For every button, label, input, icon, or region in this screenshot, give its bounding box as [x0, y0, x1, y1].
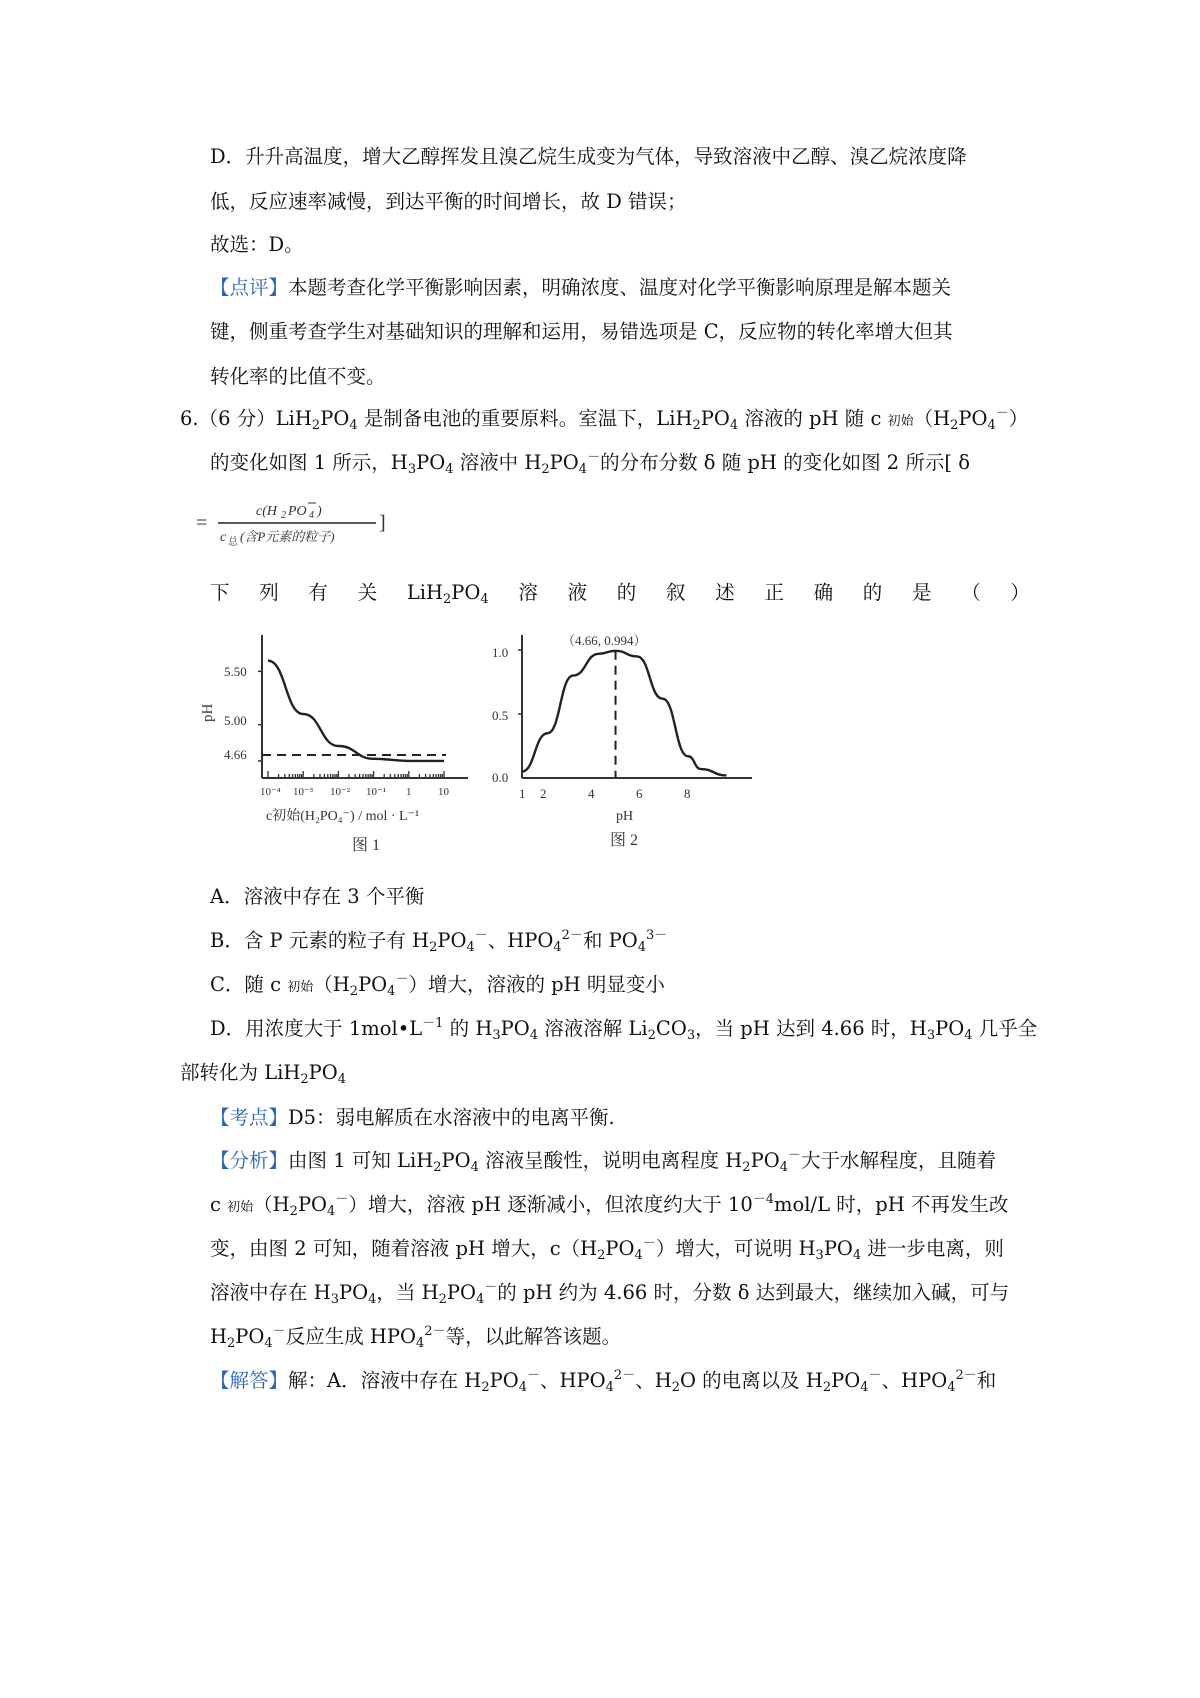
fig1-xtick: 10⁻¹	[366, 786, 387, 798]
delta-formula-image	[196, 496, 396, 552]
fig1-xtick: 1	[406, 786, 412, 798]
stem-char: 是	[912, 581, 932, 604]
analysis-line3: 变，由图 2 可知，随着溶液 pH 增大，$c(H_2PO_4^-)$增大，可说明 $H_3PO_4$ 进一步电离，则	[210, 1236, 1004, 1263]
figure-1	[200, 630, 500, 884]
answer-option-d-line2: 低，反应速率减慢，到达平衡的时间增长，故 D 错误；	[210, 190, 687, 213]
fig1-xtick: 10	[438, 786, 449, 798]
svg-text:(含P元素的粒子): (含P元素的粒子)	[240, 529, 335, 544]
stem-char: 下	[210, 581, 230, 604]
fig1-ytick: 4.66	[224, 747, 247, 762]
fig1-ytick: 5.00	[224, 713, 247, 728]
analysis-line2: c 初始$(H_2PO_4^-)$增大，溶液 pH 逐渐减小，但浓度约大于 $10^{-4}mol/L$ 时，pH 不再发生改	[210, 1192, 1009, 1219]
solution-tag: 【解答】	[210, 1369, 289, 1392]
figure-2-chart	[490, 630, 770, 860]
stem-char: 述	[715, 581, 735, 604]
svg-text:PO: PO	[288, 504, 307, 519]
stem-char: 列	[259, 581, 279, 604]
stem-char: 确	[813, 581, 834, 604]
fig2-ytick: 0.5	[492, 708, 509, 723]
fig1-xtick: 10⁻⁴	[260, 786, 281, 798]
fig2-xtick: 1	[519, 786, 526, 801]
svg-text:]: ]	[379, 512, 386, 534]
analysis-line1: 【分析】由图 1 可知 $LiH_2PO_4$ 溶液呈酸性，说明电离程度 $H_2PO_4^-$大于水解程度，且随着	[210, 1148, 996, 1175]
comment-tag: 【点评】	[210, 276, 289, 299]
fig2-ytick: 0.0	[492, 770, 509, 785]
option-d-line1: D．用浓度大于 $1mol•L^{-1}$ 的 $H_3PO_4$ 溶液溶解 $Li_2CO_3$，当 pH 达到 4.66 时，$H_3PO_4$ 几乎全	[210, 1016, 1038, 1043]
stem-char: 溶	[518, 581, 538, 604]
fig2-xtick: 6	[636, 786, 643, 801]
comment-line1	[210, 273, 951, 303]
stem-char: 正	[764, 581, 784, 604]
question-6-line1: 6.（6 分）$LiH_2PO_4$ 是制备电池的重要原料。室温下，$LiH_2PO_4$ 溶液的 pH 随 c 初始$(H_2PO_4^-)$	[180, 406, 1029, 433]
stem-char: 的	[862, 581, 883, 604]
fig2-xlabel: pH	[616, 809, 634, 824]
analysis-tag: 【分析】	[210, 1149, 289, 1172]
kaodian-tag: 【考点】	[210, 1106, 289, 1129]
analysis-line5: $H_2PO_4^-$反应生成 $HPO_4^{2-}$等，以此解答该题。	[210, 1324, 622, 1351]
fig1-xlabel: c初始(H₂PO₄⁻) / mol · L⁻¹	[266, 809, 420, 824]
question-stem	[210, 578, 1030, 608]
stem-char: 有	[308, 581, 328, 604]
svg-text:2: 2	[281, 510, 286, 521]
stem-char: 液	[567, 581, 588, 604]
svg-text:=: =	[196, 512, 208, 534]
stem-char: $LiH_2PO_4$	[406, 581, 489, 607]
stem-char: 的	[616, 581, 637, 604]
stem-char: ）	[1010, 581, 1030, 604]
figure-1-chart	[200, 630, 500, 880]
answer-option-d-line1: D．升升高温度，增大乙醇挥发且溴乙烷生成变为气体，导致溶液中乙醇、溴乙烷浓度降	[210, 145, 967, 168]
option-b: B．含 P 元素的粒子有 $H_2PO_4^-$、$HPO_4^{2-}$和 $PO_4^{3-}$	[210, 928, 668, 955]
svg-text:c: c	[220, 530, 227, 545]
question-score: （6 分）	[198, 407, 276, 430]
stem-char: （	[961, 581, 981, 604]
option-c: C．随 c 初始$(H_2PO_4^-)$增大，溶液的 pH 明显变小	[210, 972, 665, 999]
delta-formula	[196, 496, 396, 556]
comment-line3: 转化率的比值不变。	[210, 365, 386, 388]
comment-line2: 键，侧重考查学生对基础知识的理解和运用，易错选项是 C，反应物的转化率增大但其	[210, 320, 953, 343]
fig1-ytick: 5.50	[224, 664, 247, 679]
fig1-ylabel: pH	[200, 703, 216, 722]
question-number: 6.	[180, 407, 199, 430]
svg-text:4: 4	[309, 510, 314, 521]
fig1-xtick: 10⁻²	[330, 786, 351, 798]
stem-char: 叙	[665, 581, 686, 604]
kaodian-line: 【考点】D5：弱电解质在水溶液中的电离平衡.	[210, 1106, 615, 1129]
svg-text:总: 总	[228, 537, 238, 548]
fig2-series-line	[522, 651, 726, 776]
option-a: A．溶液中存在 3 个平衡	[210, 885, 425, 908]
analysis-line4: 溶液中存在 $H_3PO_4$，当 $H_2PO_4^-$的 pH 约为 4.66 时，分数 δ 达到最大，继续加入碱，可与	[210, 1280, 1010, 1307]
comment-text-1: 本题考查化学平衡影响因素，明确浓度、温度对化学平衡影响原理是解本题关	[288, 276, 952, 299]
fig2-ytick: 1.0	[492, 645, 509, 660]
fig1-caption: 图 1	[352, 837, 381, 854]
answer-choice: 故选：D。	[210, 233, 304, 256]
option-d-line2: 部转化为 $LiH_2PO_4$	[180, 1061, 347, 1087]
question-6-line2: 的变化如图 1 所示，$H_3PO_4$ 溶液中 $H_2PO_4^-$的分布分数 δ 随 pH 的变化如图 2 所示[ δ	[210, 450, 970, 477]
fig1-series-line	[268, 661, 444, 761]
figure-2	[490, 630, 770, 864]
fig2-caption: 图 2	[610, 832, 639, 849]
fig2-annotation: （4.66, 0.994）	[562, 633, 647, 648]
fig1-xtick: 10⁻³	[293, 786, 314, 798]
svg-text:c(H: c(H	[256, 504, 277, 519]
solution-line1: 【解答】解：A．溶液中存在 $H_2PO_4^-$、$HPO_4^{2-}$、$H_2O$ 的电离以及 $H_2PO_4^-$、$HPO_4^{2-}$和	[210, 1368, 997, 1395]
svg-text:): )	[317, 504, 322, 519]
stem-char: 关	[357, 581, 378, 604]
fig2-xtick: 2	[540, 786, 547, 801]
fig2-xtick: 4	[588, 786, 595, 801]
fig2-xtick: 8	[684, 786, 691, 801]
